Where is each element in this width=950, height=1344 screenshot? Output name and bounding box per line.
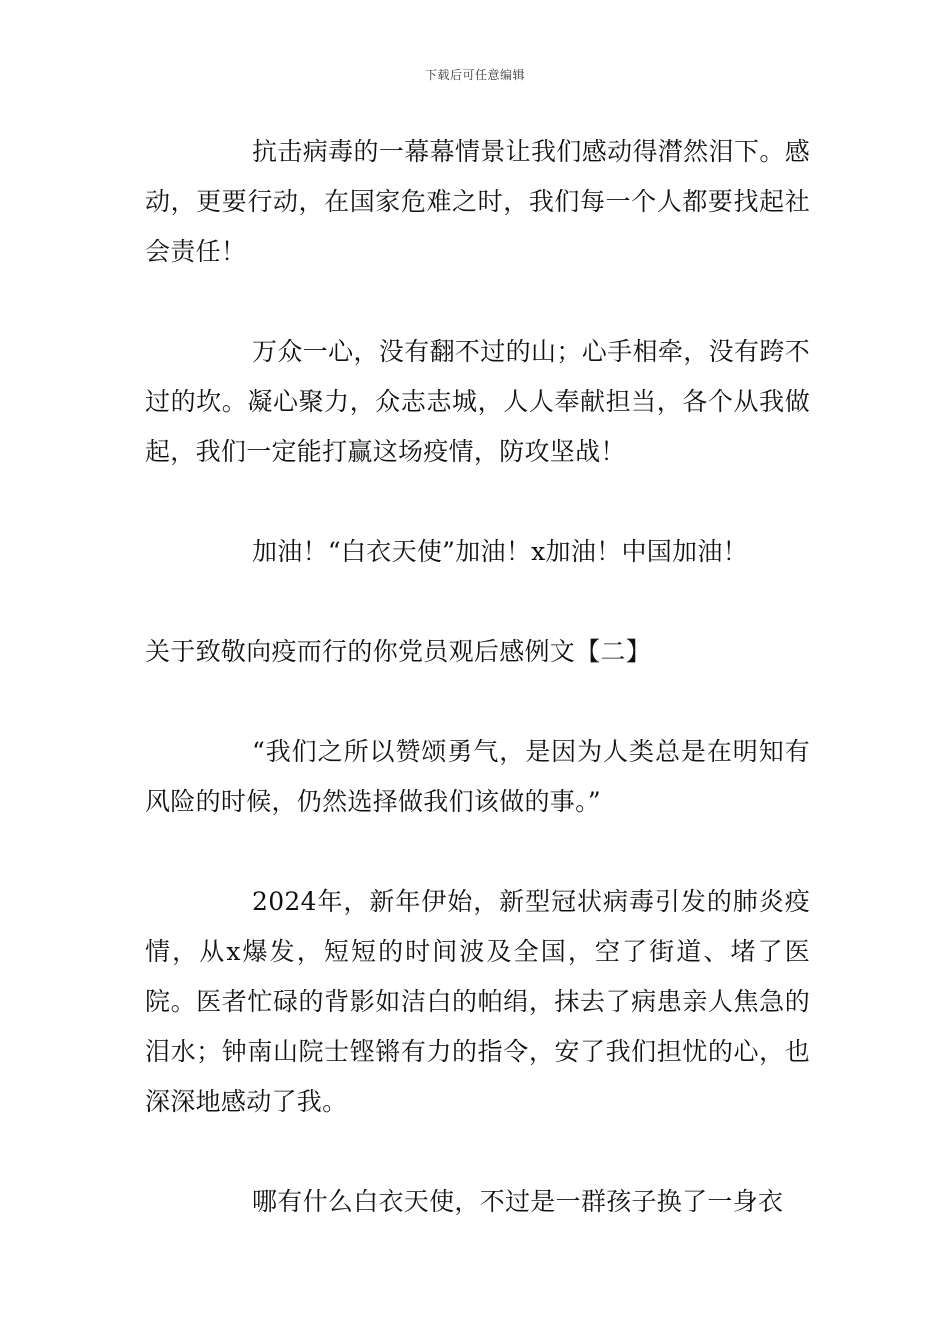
paragraph-3: 加油！“白衣天使”加油！x加油！中国加油！ bbox=[252, 537, 748, 566]
paragraph-1: 抗击病毒的一幕幕情景让我们感动得潸然泪下。感动，更要行动，在国家危难之时，我们每一个人都要找起社会责任！ bbox=[145, 137, 810, 266]
document-body bbox=[145, 127, 810, 1277]
paragraph-2: 万众一心，没有翻不过的山；心手相牵，没有跨不过的坎。凝心聚力，众志志城，人人奉献担当，各个从我做起，我们一定能打赢这场疫情，防攻坚战！ bbox=[145, 337, 810, 466]
section-heading: 关于致敬向疫而行的你党员观后感例文【二】 bbox=[145, 637, 652, 666]
paragraph-5: 2024年，新年伊始，新型冠状病毒引发的肺炎疫情，从x爆发，短短的时间波及全国，空了街道、堵了医院。医者忙碌的背影如洁白的帕绢，抹去了病患亲人焦急的泪水；钟南山院士铿锵有力的指令，安了我们担忧的心，也深深地感动了我。 bbox=[145, 887, 810, 1116]
paragraph-4: “我们之所以赞颂勇气，是因为人类总是在明知有风险的时候，仍然选择做我们该做的事。” bbox=[145, 737, 810, 816]
page-header: 下载后可任意编辑 bbox=[424, 68, 525, 82]
paragraph-6: 哪有什么白衣天使，不过是一群孩子换了一身衣 bbox=[252, 1187, 784, 1216]
